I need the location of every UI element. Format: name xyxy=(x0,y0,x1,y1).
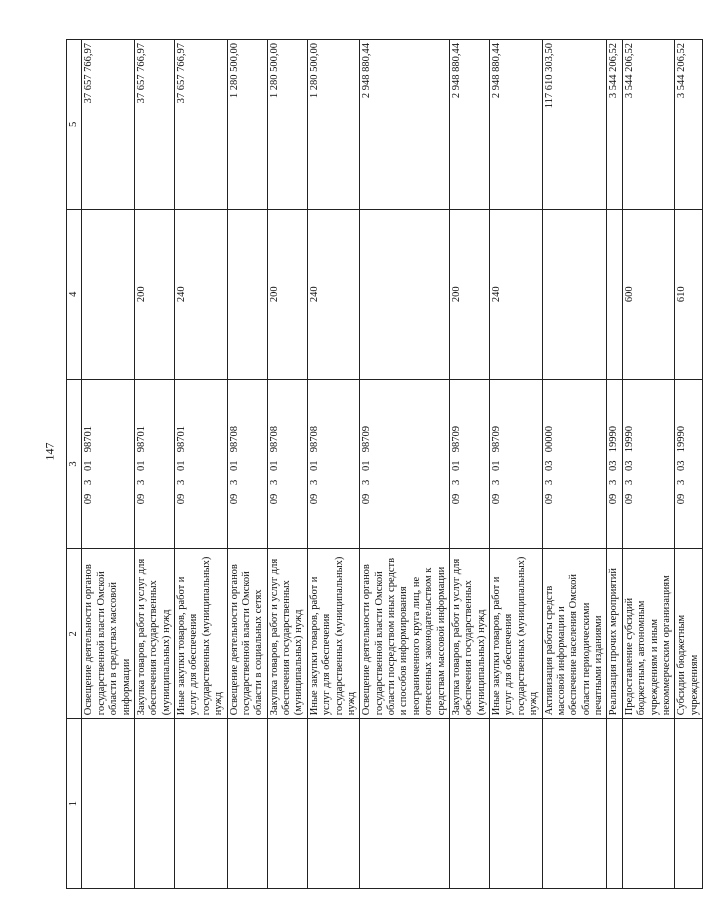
code-program: 09 xyxy=(361,493,373,505)
code-direction: 98701 xyxy=(83,425,95,453)
row-expense-type: 200 xyxy=(134,209,174,379)
row-marker-cell xyxy=(307,719,360,889)
row-code xyxy=(307,379,360,549)
row-amount: 1 280 500,00 xyxy=(267,40,307,210)
table-row xyxy=(82,40,135,889)
row-name: Закупка товаров, работ и услуг для обеспечения государственных (муниципальных) нужд xyxy=(134,549,174,719)
row-expense-type: 240 xyxy=(490,209,543,379)
row-expense-type: 200 xyxy=(267,209,307,379)
code-subprogram: 3 xyxy=(308,479,320,485)
row-code xyxy=(542,379,607,549)
row-marker-cell xyxy=(449,719,489,889)
row-marker-cell xyxy=(675,719,703,889)
code-program: 09 xyxy=(491,493,502,505)
row-name: Освещение деятельности органов государственной власти Омской области в социальных сетях xyxy=(227,549,267,719)
code-direction: 98708 xyxy=(228,425,240,453)
row-amount: 3 544 206,52 xyxy=(607,40,622,210)
table-row xyxy=(542,40,607,889)
row-name: Предоставление субсидий бюджетным, автономным учреждениям и иным некоммерческим организациям xyxy=(622,549,675,719)
code-subprogram: 3 xyxy=(135,479,147,485)
row-marker-cell xyxy=(622,719,675,889)
code-event: 03 xyxy=(623,460,635,471)
code-program: 09 xyxy=(608,493,620,505)
code-direction: 98709 xyxy=(491,425,502,453)
code-event: 01 xyxy=(83,460,95,471)
code-program: 09 xyxy=(676,493,688,505)
row-code xyxy=(175,379,228,549)
code-direction: 19990 xyxy=(676,425,688,453)
header-col-5: 5 xyxy=(67,40,82,210)
row-code xyxy=(675,379,703,549)
code-subprogram: 3 xyxy=(491,479,502,485)
table-row xyxy=(449,40,489,889)
code-subprogram: 3 xyxy=(83,479,95,485)
header-col-3: 3 xyxy=(67,379,82,549)
row-expense-type xyxy=(82,209,135,379)
code-direction: 19990 xyxy=(623,425,635,453)
row-marker-cell xyxy=(175,719,228,889)
row-code xyxy=(227,379,267,549)
header-col-4: 4 xyxy=(67,209,82,379)
code-event: 03 xyxy=(608,460,620,471)
header-col-2: 2 xyxy=(67,549,82,719)
code-direction: 98708 xyxy=(308,425,320,453)
code-program: 09 xyxy=(135,493,147,505)
code-direction: 98709 xyxy=(361,425,373,453)
row-amount: 37 657 766,97 xyxy=(134,40,174,210)
code-program: 09 xyxy=(543,493,555,505)
row-name: Закупка товаров, работ и услуг для обеспечения государственных (муниципальных) нужд xyxy=(449,549,489,719)
code-event: 01 xyxy=(308,460,320,471)
code-program: 09 xyxy=(228,493,240,505)
code-subprogram: 3 xyxy=(608,479,620,485)
row-amount: 2 948 880,44 xyxy=(449,40,489,210)
row-amount: 3 544 206,52 xyxy=(675,40,703,210)
row-expense-type: 240 xyxy=(175,209,228,379)
code-program: 09 xyxy=(176,493,187,505)
code-subprogram: 3 xyxy=(361,479,373,485)
row-expense-type xyxy=(607,209,622,379)
row-marker-cell xyxy=(134,719,174,889)
row-name: Иные закупки товаров, работ и услуг для обеспечения государственных (муниципальных) нужд xyxy=(307,549,360,719)
table-row xyxy=(134,40,174,889)
row-marker-cell xyxy=(542,719,607,889)
row-marker-cell xyxy=(490,719,543,889)
row-amount: 37 657 766,97 xyxy=(82,40,135,210)
row-amount: 1 280 500,00 xyxy=(307,40,360,210)
row-marker-cell xyxy=(267,719,307,889)
code-subprogram: 3 xyxy=(228,479,240,485)
table-row xyxy=(360,40,450,889)
row-name: Закупка товаров, работ и услуг для обеспечения государственных (муниципальных) нужд xyxy=(267,549,307,719)
row-marker-cell xyxy=(82,719,135,889)
row-marker-cell xyxy=(227,719,267,889)
row-name: Иные закупки товаров, работ и услуг для обеспечения государственных (муниципальных) нужд xyxy=(490,549,543,719)
row-name: Освещение деятельности органов государственной власти Омской области посредством иных средств и способов информирования неограниченного круга лиц, не отнесенных законодательством к средствам массовой информации xyxy=(360,549,450,719)
code-event: 01 xyxy=(491,460,502,471)
code-subprogram: 3 xyxy=(450,479,462,485)
row-amount: 1 280 500,00 xyxy=(227,40,267,210)
row-amount: 37 657 766,97 xyxy=(175,40,228,210)
table-row xyxy=(307,40,360,889)
code-program: 09 xyxy=(268,493,280,505)
row-marker-cell xyxy=(360,719,450,889)
row-code xyxy=(82,379,135,549)
code-subprogram: 3 xyxy=(623,479,635,485)
row-expense-type: 600 xyxy=(622,209,675,379)
row-amount: 2 948 880,44 xyxy=(490,40,543,210)
code-event: 01 xyxy=(361,460,373,471)
row-code xyxy=(490,379,543,549)
code-event: 01 xyxy=(450,460,462,471)
row-code xyxy=(607,379,622,549)
budget-table xyxy=(66,39,703,889)
code-event: 01 xyxy=(228,460,240,471)
row-expense-type: 610 xyxy=(675,209,703,379)
row-expense-type xyxy=(227,209,267,379)
code-program: 09 xyxy=(308,493,320,505)
table-row xyxy=(607,40,622,889)
code-program: 09 xyxy=(623,493,635,505)
code-event: 03 xyxy=(543,460,555,471)
code-direction: 00000 xyxy=(543,425,555,453)
row-name: Субсидии бюджетным учреждениям xyxy=(675,549,703,719)
row-expense-type xyxy=(542,209,607,379)
rotated-table-sheet xyxy=(66,39,700,889)
row-expense-type xyxy=(360,209,450,379)
row-name: Реализация прочих мероприятий xyxy=(607,549,622,719)
row-name: Освещение деятельности органов государственной власти Омской области в средствах массовой информации xyxy=(82,549,135,719)
table-row xyxy=(675,40,703,889)
code-direction: 98701 xyxy=(135,425,147,453)
code-direction: 19990 xyxy=(608,425,620,453)
row-name: Иные закупки товаров, работ и услуг для обеспечения государственных (муниципальных) нужд xyxy=(175,549,228,719)
code-program: 09 xyxy=(450,493,462,505)
row-expense-type: 200 xyxy=(449,209,489,379)
code-event: 01 xyxy=(135,460,147,471)
code-direction: 98708 xyxy=(268,425,280,453)
row-marker-cell xyxy=(607,719,622,889)
row-amount: 2 948 880,44 xyxy=(360,40,450,210)
table-row xyxy=(267,40,307,889)
header-col-1: 1 xyxy=(67,719,82,889)
code-subprogram: 3 xyxy=(676,479,688,485)
row-amount: 117 610 303,50 xyxy=(542,40,607,210)
table-row xyxy=(622,40,675,889)
row-expense-type: 240 xyxy=(307,209,360,379)
row-amount: 3 544 206,52 xyxy=(622,40,675,210)
code-event: 01 xyxy=(268,460,280,471)
table-row xyxy=(175,40,228,889)
table-row xyxy=(227,40,267,889)
row-name: Активизация работы средств массовой информации и обеспечение населения Омской области периодическими печатными изданиями xyxy=(542,549,607,719)
row-code xyxy=(449,379,489,549)
row-code xyxy=(267,379,307,549)
code-subprogram: 3 xyxy=(543,479,555,485)
table-row xyxy=(490,40,543,889)
row-code xyxy=(360,379,450,549)
code-event: 01 xyxy=(176,460,187,471)
page-number: 147 xyxy=(42,442,57,461)
code-event: 03 xyxy=(676,460,688,471)
row-code xyxy=(622,379,675,549)
header-row xyxy=(67,40,82,889)
code-direction: 98709 xyxy=(450,425,462,453)
code-program: 09 xyxy=(83,493,95,505)
code-subprogram: 3 xyxy=(176,479,187,485)
row-code xyxy=(134,379,174,549)
code-subprogram: 3 xyxy=(268,479,280,485)
code-direction: 98701 xyxy=(176,425,187,453)
